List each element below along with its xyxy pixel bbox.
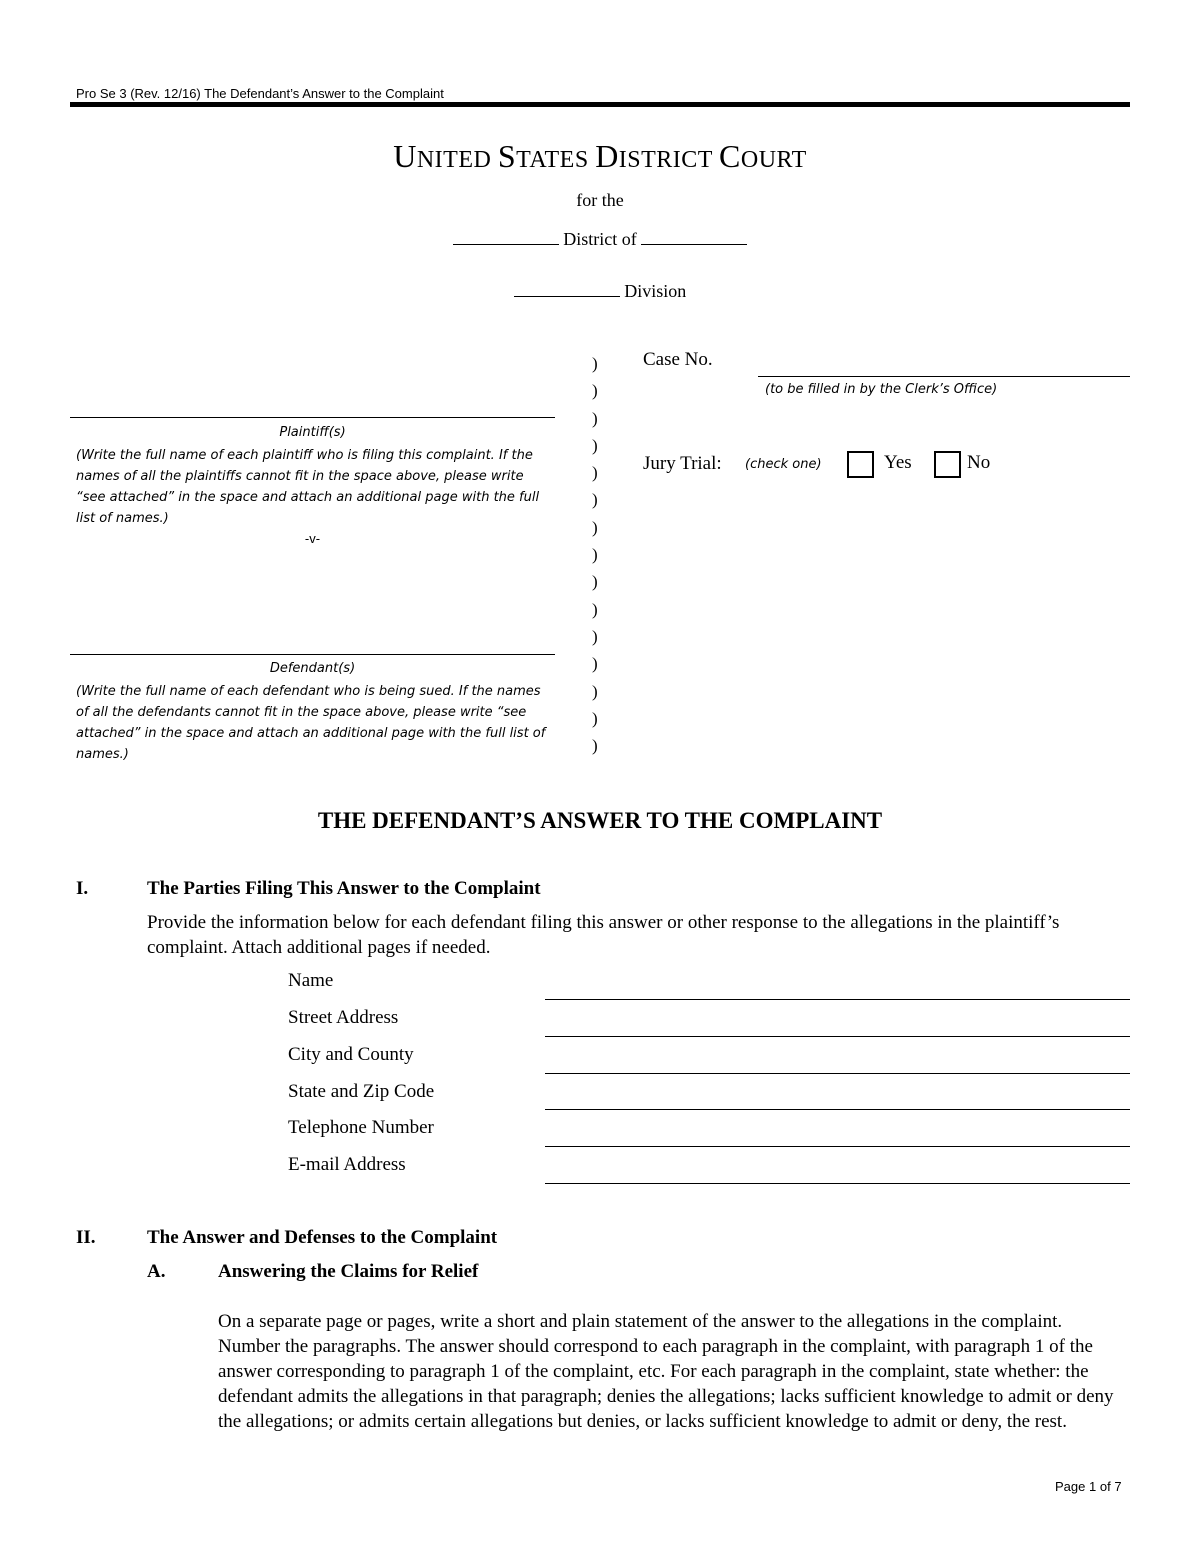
section-1-title: The Parties Filing This Answer to the Complaint — [147, 878, 541, 899]
caption-parenthesis: ) — [592, 708, 598, 728]
court-title-part: TATES — [516, 147, 596, 173]
division-blank[interactable] — [514, 280, 620, 297]
caption-parenthesis: ) — [592, 572, 598, 592]
court-title-part: OURT — [740, 147, 807, 173]
district-of-label: District of — [563, 229, 637, 249]
page-number — [1055, 1479, 1122, 1494]
caption-parenthesis: ) — [592, 490, 598, 510]
case-number-field[interactable] — [758, 376, 1130, 377]
state-zip-label: State and Zip Code — [288, 1081, 435, 1102]
clerk-note: (to be filled in by the Clerk’s Office) — [765, 382, 998, 397]
jury-yes-checkbox[interactable] — [847, 451, 874, 478]
court-title-part: S — [497, 138, 517, 174]
email-field[interactable] — [545, 1183, 1130, 1184]
jury-trial-label: Jury Trial: — [643, 453, 722, 474]
page-label: Page — [1055, 1479, 1086, 1494]
street-address-label: Street Address — [288, 1007, 399, 1028]
for-the-text: for the — [576, 190, 624, 210]
district-blank-right[interactable] — [641, 228, 747, 245]
section-1-instructions: Provide the information below for each defendant filing this answer or other response to the allegations in the plaintiff’s complaint. Attach additional pages if needed. — [147, 912, 1060, 958]
header-rule — [70, 102, 1130, 107]
caption-parenthesis: ) — [592, 463, 598, 483]
name-field[interactable] — [545, 999, 1130, 1000]
section-2-title: The Answer and Defenses to the Complaint — [147, 1227, 498, 1248]
telephone-label: Telephone Number — [288, 1117, 434, 1138]
email-label: E-mail Address — [288, 1154, 406, 1175]
caption-parenthesis: ) — [592, 435, 598, 455]
document-title: THE DEFENDANT’S ANSWER TO THE COMPLAINT — [317, 808, 883, 833]
plaintiff-instructions: (Write the full name of each plaintiff who is filing this complaint. If the names of all the plaintiffs cannot fit in the space above, please write “see attached” in the space and attach an additional page with the full list of names.) — [76, 448, 540, 526]
caption-parenthesis: ) — [592, 681, 598, 701]
district-blank-left[interactable] — [453, 228, 559, 245]
caption-parenthesis: ) — [592, 517, 598, 537]
page-of: of — [1099, 1479, 1111, 1494]
caption-parenthesis: ) — [592, 599, 598, 619]
page-current: 1 — [1089, 1479, 1097, 1494]
defendant-label: Defendant(s) — [269, 661, 356, 676]
court-title-part: U — [393, 138, 417, 174]
section-2-number: II. — [76, 1227, 96, 1248]
state-zip-field[interactable] — [545, 1109, 1130, 1110]
versus-text: -v- — [304, 531, 321, 546]
city-county-field[interactable] — [545, 1073, 1130, 1074]
jury-trial-note: (check one) — [745, 457, 822, 472]
caption-parenthesis-column — [592, 350, 604, 759]
telephone-field[interactable] — [545, 1146, 1130, 1147]
plaintiff-name-line[interactable] — [70, 417, 555, 418]
caption-parenthesis: ) — [592, 354, 598, 373]
page-total: 7 — [1114, 1479, 1122, 1494]
defendant-instructions: (Write the full name of each defendant who is being sued. If the names of all the defendants cannot fit in the space above, please write “see attached” in the space and attach an additional page with the full list of names.) — [76, 684, 546, 762]
jury-yes-label: Yes — [884, 452, 912, 473]
court-title — [0, 138, 1200, 175]
case-number-label: Case No. — [643, 349, 713, 370]
subsection-a-text: On a separate page or pages, write a short and plain statement of the answer to the allegations in the complaint. Number the paragraphs. The answer should correspond to each paragraph in the complaint, with paragraph 1 of the answer corresponding to paragraph 1 of the complaint, etc. For each paragraph in the complaint, state whether: the defendant admits the allegations in that paragraph; denies the allegations; lacks sufficient knowledge to admit or deny the allegations; or admits certain allegations but denies, or lacks sufficient knowledge to admit or deny, the rest. — [218, 1311, 1114, 1432]
district-line — [0, 228, 1200, 250]
division-label: Division — [624, 281, 687, 301]
court-title-part: C — [719, 138, 741, 174]
street-address-field[interactable] — [545, 1036, 1130, 1037]
name-label: Name — [288, 970, 334, 991]
caption-parenthesis: ) — [592, 408, 598, 428]
city-county-label: City and County — [288, 1044, 414, 1065]
court-title-part: ISTRICT — [618, 147, 720, 173]
court-title-part: D — [595, 138, 619, 174]
subsection-a-title: Answering the Claims for Relief — [218, 1261, 479, 1282]
subsection-a-letter: A. — [147, 1261, 166, 1282]
plaintiff-label: Plaintiff(s) — [279, 425, 346, 440]
caption-parenthesis: ) — [592, 654, 598, 674]
jury-no-label: No — [967, 452, 991, 473]
court-title-part: NITED — [416, 147, 498, 173]
caption-parenthesis: ) — [592, 626, 598, 646]
division-line — [0, 280, 1200, 302]
form-header: Pro Se 3 (Rev. 12/16) The Defendant’s Answer to the Complaint — [76, 86, 444, 101]
defendant-name-line[interactable] — [70, 654, 555, 655]
caption-parenthesis: ) — [592, 381, 598, 401]
caption-parenthesis: ) — [592, 736, 598, 756]
section-1-number: I. — [76, 878, 89, 899]
caption-parenthesis: ) — [592, 545, 598, 565]
jury-no-checkbox[interactable] — [934, 451, 961, 478]
